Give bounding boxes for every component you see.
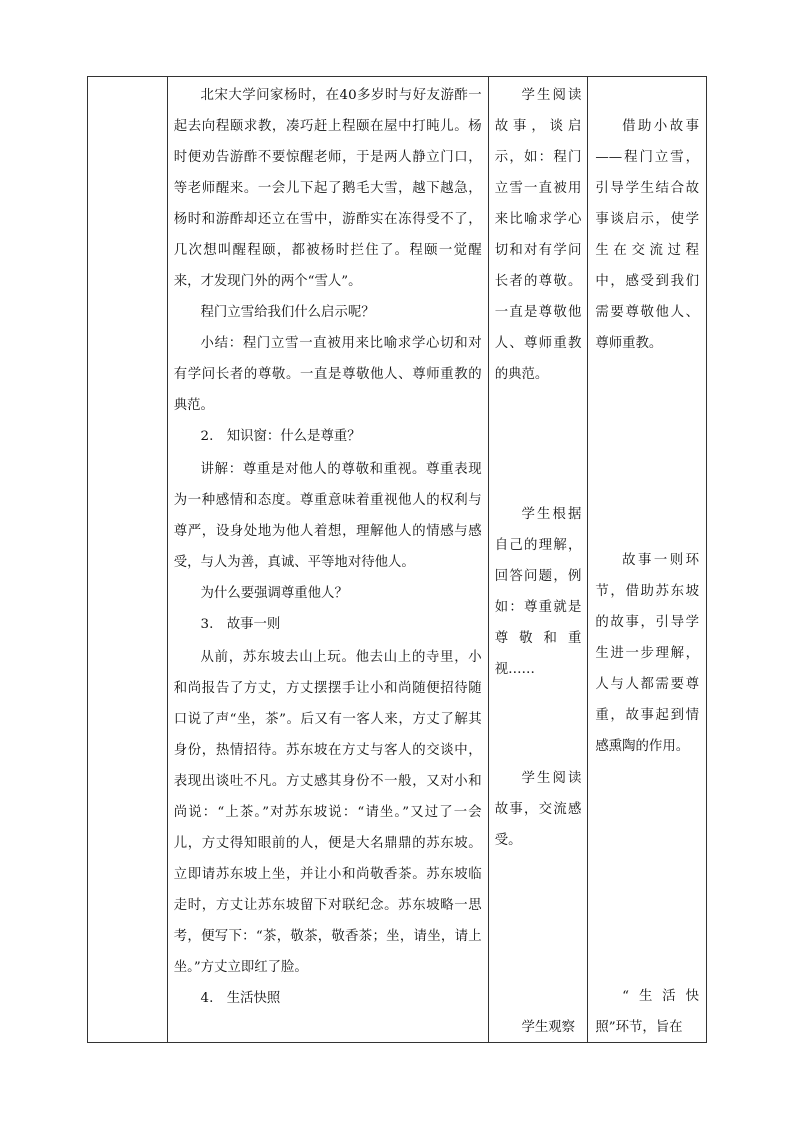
lesson-plan-table <box>87 76 707 1043</box>
design-intent-2: 故事一则环节，借助苏东坡的故事，引导学生进一步理解，人与人都需要尊重，故事起到情感熏陶的作用。 <box>595 553 699 754</box>
design-intent-1: 借助小故事——程门立雪，引导学生结合故事谈启示，使学生在交流过程中，感受到我们需要尊敬他人、尊师重教。 <box>595 119 699 351</box>
section2-text: 讲解：尊重是对他人的尊敬和重视。尊重表现为一种感情和态度。尊重意味着重视他人的权利与尊严，设身处地为他人着想，理解他人的情感与感受，与人为善，真诚、平等地对待他人。 <box>173 462 482 570</box>
design-intent-3: “生活快照”环节，旨在 <box>595 989 699 1035</box>
stage-column <box>88 77 168 1042</box>
story1-text: 北宋大学问家杨时，在40多岁时与好友游酢一起去向程颐求教，凑巧赶上程颐在屋中打盹儿。杨时便劝告游酢不要惊醒老师，于是两人静立门口，等老师醒来。一会儿下起了鹅毛大雪，越下越急，杨时和游酢却还立在雪中，游酢实在冻得受不了，几次想叫醒程颐，都被杨时拦住了。程颐一觉醒来，才发现门外的两个“雪人”。 <box>173 88 482 289</box>
section4-heading: 4. 生活快照 <box>200 991 281 1006</box>
student-activity-column <box>489 77 589 1042</box>
story1-question: 程门立雪给我们什么启示呢？ <box>200 305 375 320</box>
teacher-activity-column <box>168 77 489 1042</box>
student-activity-3: 学生阅读故事，交流感受。 <box>494 771 582 848</box>
section3-heading: 3. 故事一则 <box>200 617 281 632</box>
teacher-activity-text <box>168 77 488 1014</box>
student-activity-2: 学生根据自己的理解，回答问题，例如：尊重就是尊敬和重视…… <box>494 507 582 677</box>
student-activity-1: 学生阅读故事，谈启示，如：程门立雪一直被用来比喻求学心切和对有学问长者的尊敬。一直是尊敬他人、尊师重教的典范。 <box>494 88 582 382</box>
section2-heading: 2. 知识窗：什么是尊重？ <box>200 429 361 444</box>
design-intent-column <box>588 77 706 1042</box>
story1-summary: 小结：程门立雪一直被用来比喻求学心切和对有学问长者的尊敬。一直是尊敬他人、尊师重教的典范。 <box>173 336 482 413</box>
section2-question: 为什么要强调尊重他人？ <box>200 586 348 601</box>
student-activity-4: 学生观察 <box>521 1020 576 1035</box>
section3-text: 从前，苏东坡去山上玩。他去山上的寺里，小和尚报告了方丈，方丈摆摆手让小和尚随便招待随口说了声“坐，茶”。后又有一客人来，方丈了解其身份，热情招待。苏东坡在方丈与客人的交谈中，表现出谈吐不凡。方丈感其身份不一般，又对小和尚说：“上茶。”对苏东坡说：“请坐。”又过了一会儿，方丈得知眼前的人，便是大名鼎鼎的苏东坡。立即请苏东坡上坐，并让小和尚敬香茶。苏东坡临走时，方丈让苏东坡留下对联纪念。苏东坡略一思考，便写下：“茶，敬茶，敬香茶；坐，请坐，请上坐。”方丈立即红了脸。 <box>173 650 482 975</box>
